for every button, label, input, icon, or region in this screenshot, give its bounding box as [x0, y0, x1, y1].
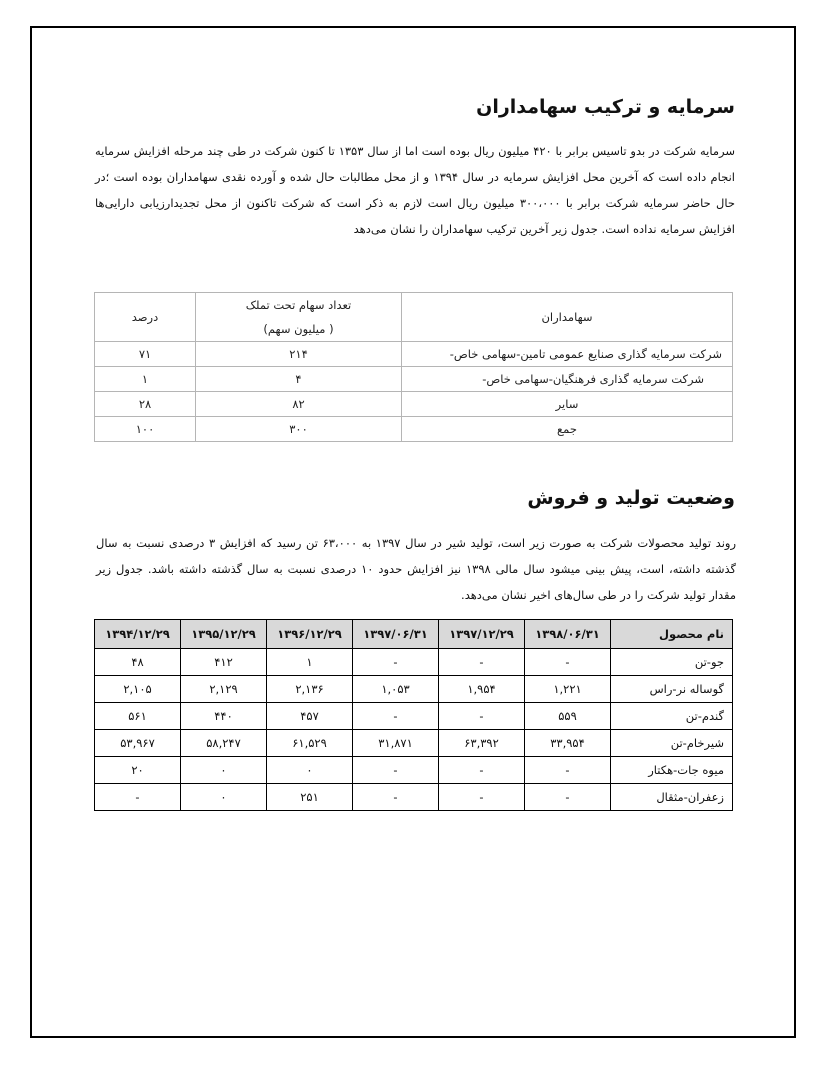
- production-table-wrap: [94, 619, 733, 811]
- header-shareholders: سهامداران: [402, 293, 733, 342]
- production-value: ۴۸: [95, 649, 181, 676]
- shareholder-shares: ۸۲: [196, 392, 402, 417]
- section-production: [95, 487, 735, 509]
- header-date: ۱۳۹۸/۰۶/۳۱: [525, 620, 611, 649]
- production-value: ۰: [181, 757, 267, 784]
- section-capital: [95, 96, 735, 118]
- production-value: -: [525, 757, 611, 784]
- production-value: ۵۵۹: [525, 703, 611, 730]
- product-name: جو-تن: [611, 649, 733, 676]
- production-value: ۲,۱۲۹: [181, 676, 267, 703]
- production-table: [94, 619, 733, 811]
- shareholder-shares: ۲۱۴: [196, 342, 402, 367]
- production-value: -: [353, 784, 439, 811]
- production-value: -: [439, 757, 525, 784]
- table-row: [95, 676, 733, 703]
- production-value: -: [439, 649, 525, 676]
- production-value: ۱: [267, 649, 353, 676]
- product-name: گندم-تن: [611, 703, 733, 730]
- production-value: -: [353, 649, 439, 676]
- table-row: [95, 367, 733, 392]
- production-value: ۶۳,۳۹۲: [439, 730, 525, 757]
- shareholder-percent: ۱۰۰: [95, 417, 196, 442]
- shareholder-name: سایر: [402, 392, 733, 417]
- production-value: ۴۱۲: [181, 649, 267, 676]
- production-value: ۰: [267, 757, 353, 784]
- capital-paragraph: سرمایه شرکت در بدو تاسیس برابر با ۴۲۰ میلیون ریال بوده است اما از سال ۱۳۵۳ تا کنون شرکت در طی چند مرحله افزایش سرمایه انجام داده است که آخرین محل افزایش سرمایه در سال ۱۳۹۴ و از محل مطالبات حال شده و آورده نقدی سهامداران بوده است ؛در حال حاضر سرمایه شرکت برابر با ۳۰۰،۰۰۰ میلیون ریال است لازم به ذکر است که شرکت تاکنون از محل تجدیدارزیابی دارایی‌ها افزایش سرمایه نداده است. جدول زیر آخرین ترکیب سهامداران را نشان می‌دهد: [95, 144, 736, 236]
- shareholder-percent: ۱: [95, 367, 196, 392]
- production-value: ۱,۲۲۱: [525, 676, 611, 703]
- table-row: [95, 784, 733, 811]
- shareholders-header-row: [95, 293, 733, 342]
- header-percent: درصد: [95, 293, 196, 342]
- shareholder-name: جمع: [402, 417, 733, 442]
- production-value: ۲۰: [95, 757, 181, 784]
- production-value: ۱,۹۵۴: [439, 676, 525, 703]
- table-row: [95, 392, 733, 417]
- table-row: [95, 342, 733, 367]
- table-row: [95, 757, 733, 784]
- header-date: ۱۳۹۷/۱۲/۲۹: [439, 620, 525, 649]
- production-value: ۲۵۱: [267, 784, 353, 811]
- header-shares: [196, 293, 402, 342]
- table-row: [95, 417, 733, 442]
- shareholder-shares: ۴: [196, 367, 402, 392]
- header-shares-line1: تعداد سهام تحت تملک: [245, 298, 352, 312]
- header-date: ۱۳۹۵/۱۲/۲۹: [181, 620, 267, 649]
- production-paragraph-block: [96, 530, 736, 608]
- production-value: ۴۴۰: [181, 703, 267, 730]
- product-name: شیرخام-تن: [611, 730, 733, 757]
- production-paragraph: روند تولید محصولات شرکت به صورت زیر است، تولید شیر در سال ۱۳۹۷ به ۶۳،۰۰۰ تن رسید که افزایش ۳ درصدی نسبت به سال گذشته داشته، است، پیش بینی میشود سال مالی ۱۳۹۸ نیز افزایش حدود ۱۰ درصدی نسبت به سال گذشته داشته باشد. جدول زیر مقدار تولید شرکت را در طی سال‌های اخیر نشان می‌دهد.: [96, 536, 736, 602]
- shareholder-percent: ۲۸: [95, 392, 196, 417]
- capital-paragraph-block: [95, 138, 735, 242]
- header-date: ۱۳۹۴/۱۲/۲۹: [95, 620, 181, 649]
- production-value: ۳۱,۸۷۱: [353, 730, 439, 757]
- production-value: ۵۳,۹۶۷: [95, 730, 181, 757]
- section-title-capital: سرمایه و ترکیب سهامداران: [476, 96, 735, 118]
- table-row: [95, 703, 733, 730]
- production-value: ۲,۱۳۶: [267, 676, 353, 703]
- product-name: زعفران-مثقال: [611, 784, 733, 811]
- production-value: ۴۵۷: [267, 703, 353, 730]
- product-name: میوه جات-هکتار: [611, 757, 733, 784]
- production-value: -: [525, 784, 611, 811]
- shareholder-percent: ۷۱: [95, 342, 196, 367]
- production-value: -: [353, 757, 439, 784]
- production-value: ۲,۱۰۵: [95, 676, 181, 703]
- product-name: گوساله نر-راس: [611, 676, 733, 703]
- shareholders-table-wrap: [94, 292, 733, 442]
- section-title-production: وضعیت تولید و فروش: [527, 487, 735, 509]
- production-value: ۶۱,۵۲۹: [267, 730, 353, 757]
- header-product-name: نام محصول: [611, 620, 733, 649]
- shareholder-name: شرکت سرمایه گذاری فرهنگیان-سهامی خاص-: [402, 367, 733, 392]
- table-row: [95, 649, 733, 676]
- production-value: -: [439, 784, 525, 811]
- production-value: -: [525, 649, 611, 676]
- production-value: ۵۶۱: [95, 703, 181, 730]
- header-shares-line2: ( میلیون سهم): [263, 322, 334, 336]
- production-value: -: [95, 784, 181, 811]
- shareholder-name: شرکت سرمایه گذاری صنایع عمومی تامین-سهامی خاص-: [402, 342, 733, 367]
- production-value: -: [353, 703, 439, 730]
- production-value: ۵۸,۲۴۷: [181, 730, 267, 757]
- production-value: ۳۳,۹۵۴: [525, 730, 611, 757]
- table-row: [95, 730, 733, 757]
- header-date: ۱۳۹۷/۰۶/۳۱: [353, 620, 439, 649]
- header-date: ۱۳۹۶/۱۲/۲۹: [267, 620, 353, 649]
- shareholders-table: [94, 292, 733, 442]
- production-header-row: [95, 620, 733, 649]
- production-value: ۱,۰۵۳: [353, 676, 439, 703]
- production-value: -: [439, 703, 525, 730]
- shareholder-shares: ۳۰۰: [196, 417, 402, 442]
- production-value: ۰: [181, 784, 267, 811]
